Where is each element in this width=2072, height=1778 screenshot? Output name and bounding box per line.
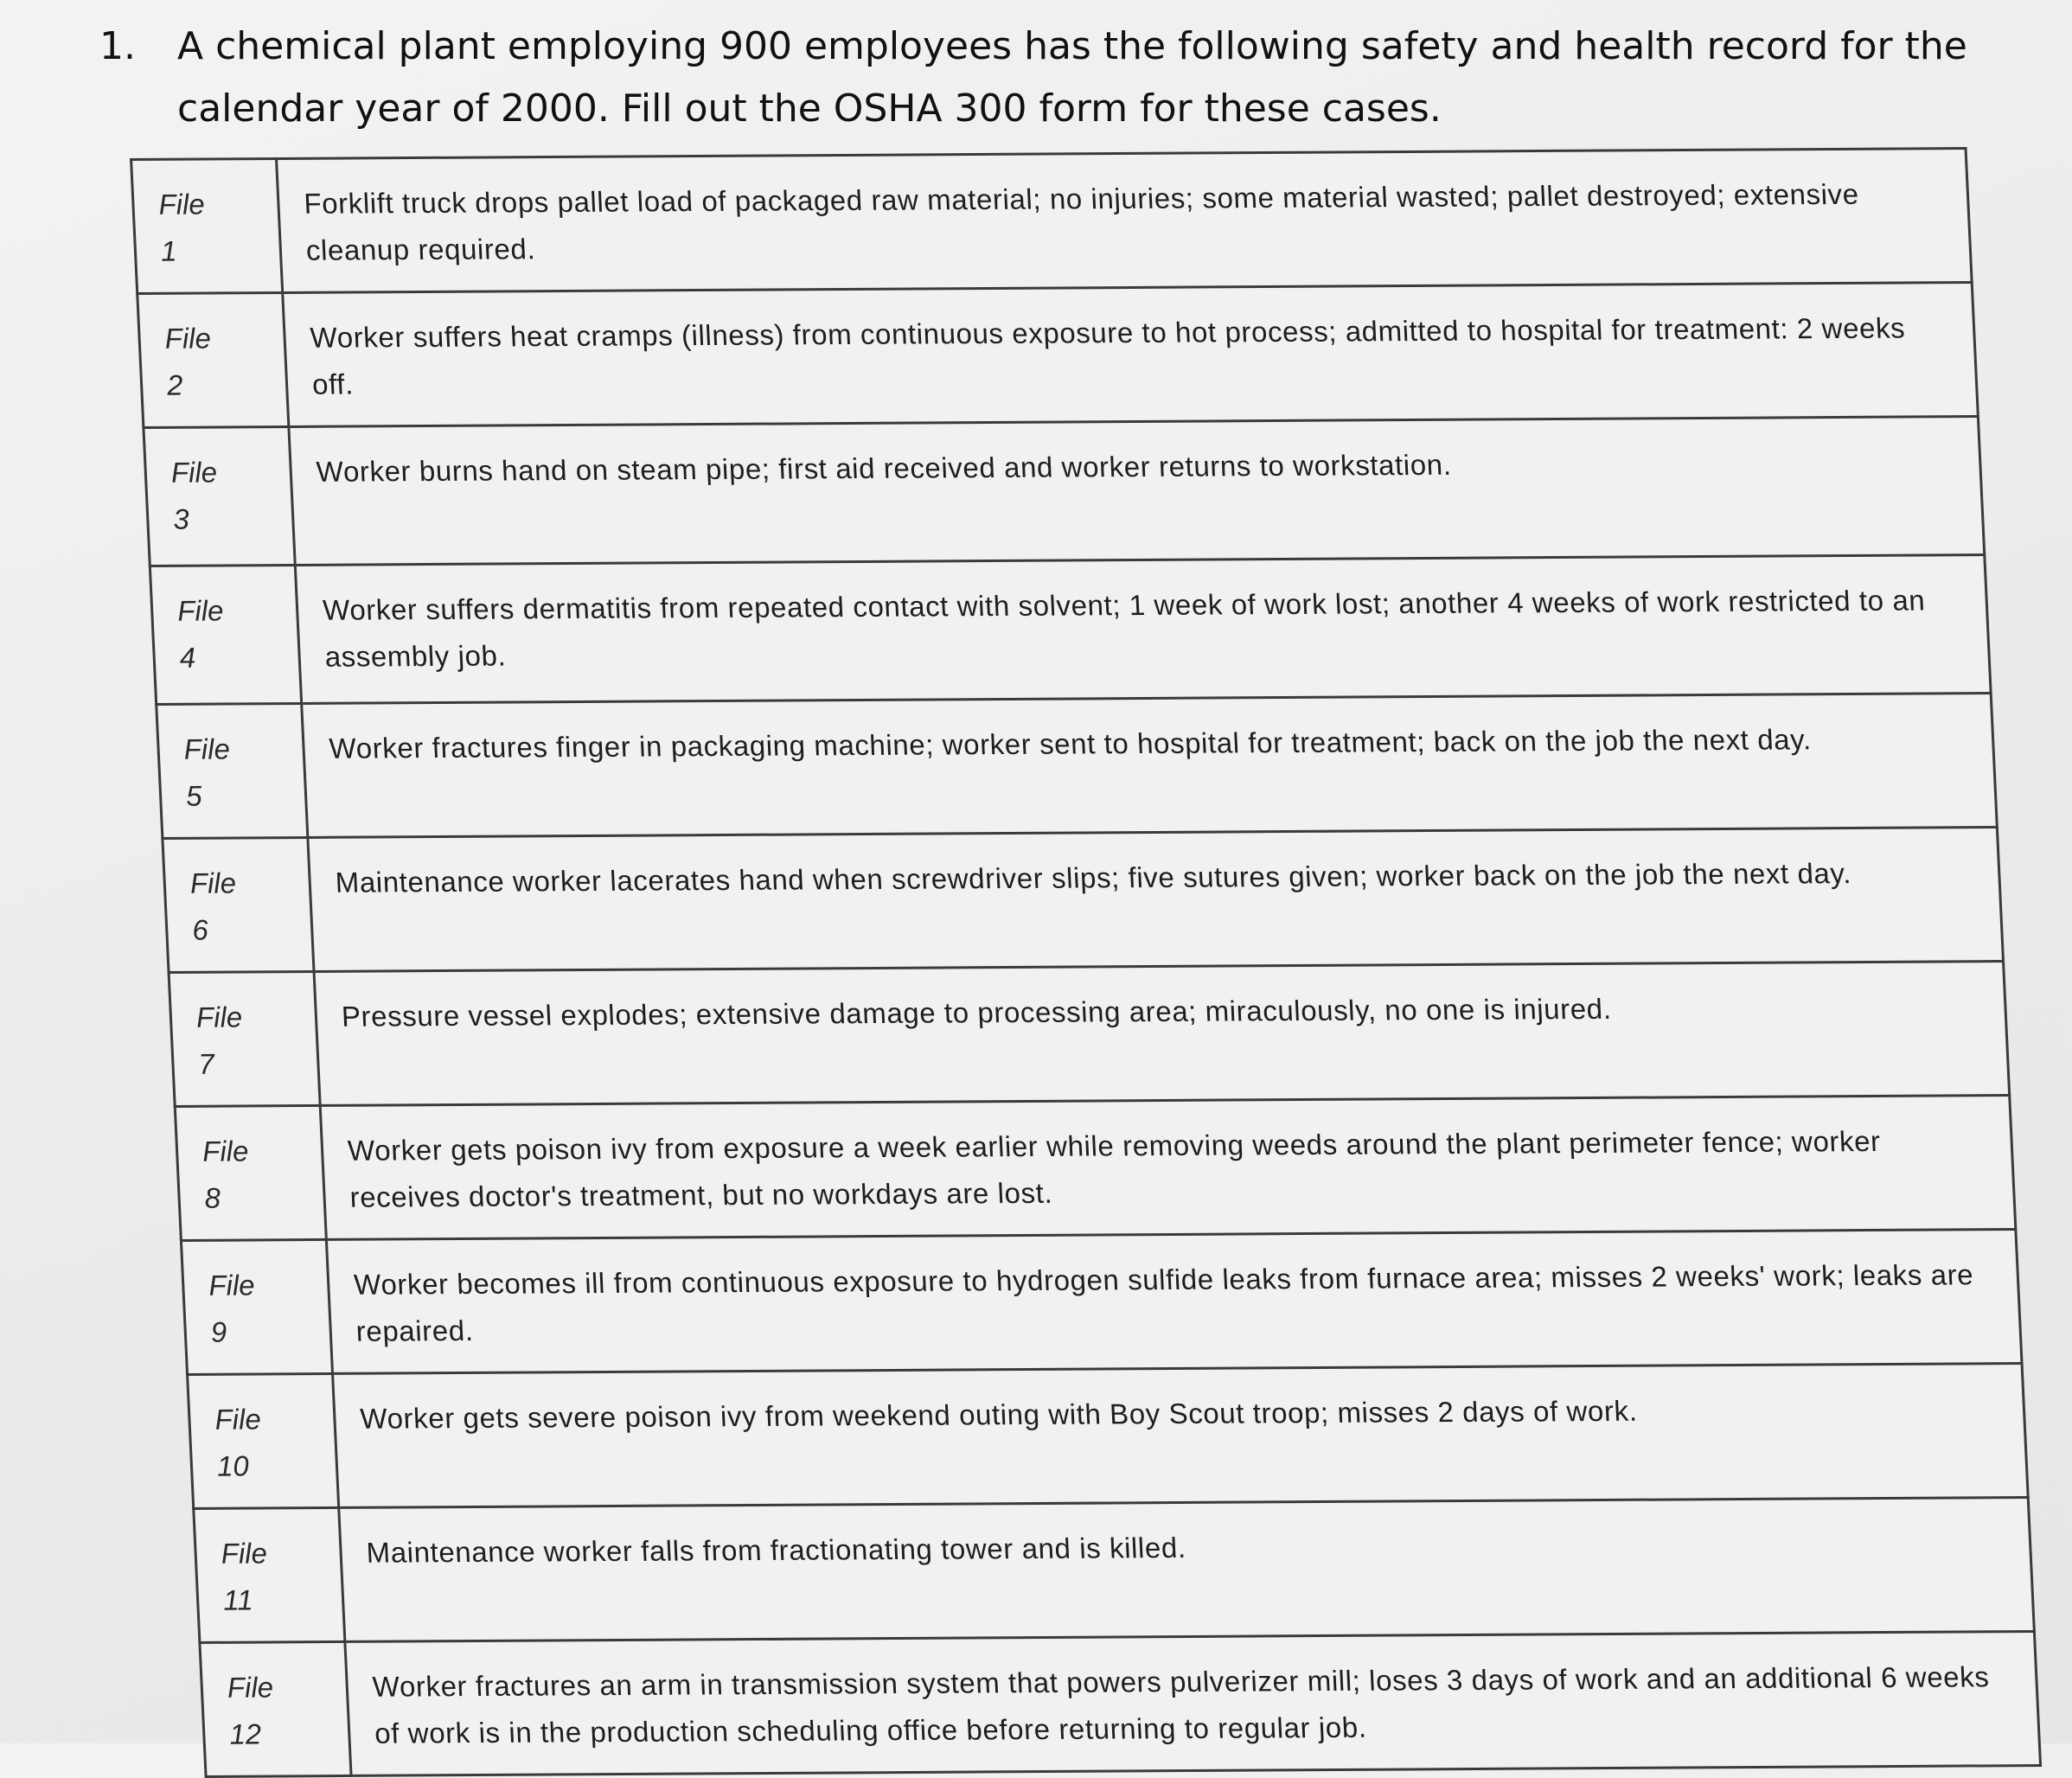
file-label: File	[214, 1403, 262, 1436]
question-heading	[99, 16, 1985, 140]
file-number: 12	[228, 1717, 262, 1750]
file-number: 7	[197, 1047, 215, 1080]
incident-description: Forklift truck drops pallet load of packaged raw material; no injuries; some material wasted; pallet destroyed; extensive cleanup required.	[277, 149, 1973, 293]
file-number: 8	[203, 1181, 221, 1214]
file-cell	[194, 1507, 345, 1642]
file-label: File	[169, 456, 218, 489]
file-label: File	[182, 732, 231, 765]
file-number: 4	[178, 641, 196, 674]
table-row	[194, 1497, 2035, 1642]
incident-description: Worker burns hand on steam pipe; first aid received and worker returns to workstation.	[289, 417, 1985, 566]
incident-records-table	[130, 147, 2042, 1778]
table-row	[175, 1096, 2016, 1241]
table-row	[157, 694, 1998, 839]
file-label: File	[163, 322, 212, 355]
file-number: 5	[185, 779, 203, 812]
file-label: File	[157, 188, 206, 221]
incident-description: Worker fractures finger in packaging machine; worker sent to hospital for treatment; back on the job the next day.	[302, 694, 1998, 838]
file-label: File	[189, 867, 237, 899]
file-number: 3	[172, 502, 190, 535]
question-text: A chemical plant employing 900 employees has the following safety and health record for the calendar year of 2000. Fill out the OSHA 300 form for these cases.	[177, 24, 1967, 131]
question-number: 1.	[99, 24, 136, 68]
incident-description: Worker fractures an arm in transmission system that powers pulverizer mill; loses 3 days of work and an additional 6 weeks of work is in the production scheduling office before returning to regular job.	[345, 1631, 2041, 1775]
file-cell	[169, 971, 320, 1106]
incident-description: Worker becomes ill from continuous exposure to hydrogen sulfide leaks from furnace area; misses 2 weeks' work; leaks are repaired.	[326, 1230, 2022, 1374]
file-cell	[131, 158, 283, 293]
incident-description: Pressure vessel explodes; extensive damage to processing area; miraculously, no one is injured.	[314, 962, 2010, 1106]
table-row	[181, 1230, 2022, 1375]
table-row	[200, 1631, 2041, 1776]
file-label: File	[195, 1001, 243, 1033]
incident-description: Maintenance worker lacerates hand when screwdriver slips; five sutures given; worker back on the job the next day.	[308, 828, 2004, 972]
file-cell	[144, 426, 295, 566]
file-label: File	[220, 1537, 268, 1570]
file-cell	[200, 1641, 351, 1776]
file-cell	[137, 292, 289, 427]
file-cell	[181, 1239, 332, 1374]
file-number: 6	[191, 913, 209, 946]
file-cell	[188, 1373, 339, 1508]
file-number: 10	[216, 1449, 250, 1482]
file-number: 1	[160, 234, 178, 267]
file-label: File	[226, 1671, 274, 1704]
file-cell	[163, 837, 314, 972]
table-row	[137, 283, 1979, 428]
table-row	[131, 149, 1973, 294]
file-label: File	[208, 1269, 256, 1302]
table-row	[163, 828, 2004, 973]
incident-description: Worker gets poison ivy from exposure a week earlier while removing weeds around the plant perimeter fence; worker receives doctor's treatment, but no workdays are lost.	[320, 1096, 2016, 1240]
table-row	[150, 555, 1991, 705]
file-label: File	[201, 1135, 250, 1167]
file-label: File	[176, 594, 225, 627]
file-number: 2	[166, 368, 184, 401]
incident-records-body	[131, 149, 2041, 1777]
file-cell	[150, 565, 301, 704]
table-row	[144, 417, 1985, 566]
table-row	[188, 1364, 2029, 1509]
file-cell	[175, 1105, 326, 1240]
table-row	[169, 962, 2010, 1107]
file-number: 9	[209, 1315, 228, 1348]
incident-description: Maintenance worker falls from fractionating tower and is killed.	[339, 1497, 2035, 1641]
file-number: 11	[222, 1583, 254, 1616]
incident-description: Worker gets severe poison ivy from weekend outing with Boy Scout troop; misses 2 days of work.	[333, 1364, 2029, 1508]
incident-description: Worker suffers dermatitis from repeated contact with solvent; 1 week of work lost; another 4 weeks of work restricted to an assembly job.	[295, 555, 1991, 704]
incident-description: Worker suffers heat cramps (illness) from continuous exposure to hot process; admitted to hospital for treatment: 2 weeks off.	[283, 283, 1979, 427]
file-cell	[157, 703, 308, 838]
